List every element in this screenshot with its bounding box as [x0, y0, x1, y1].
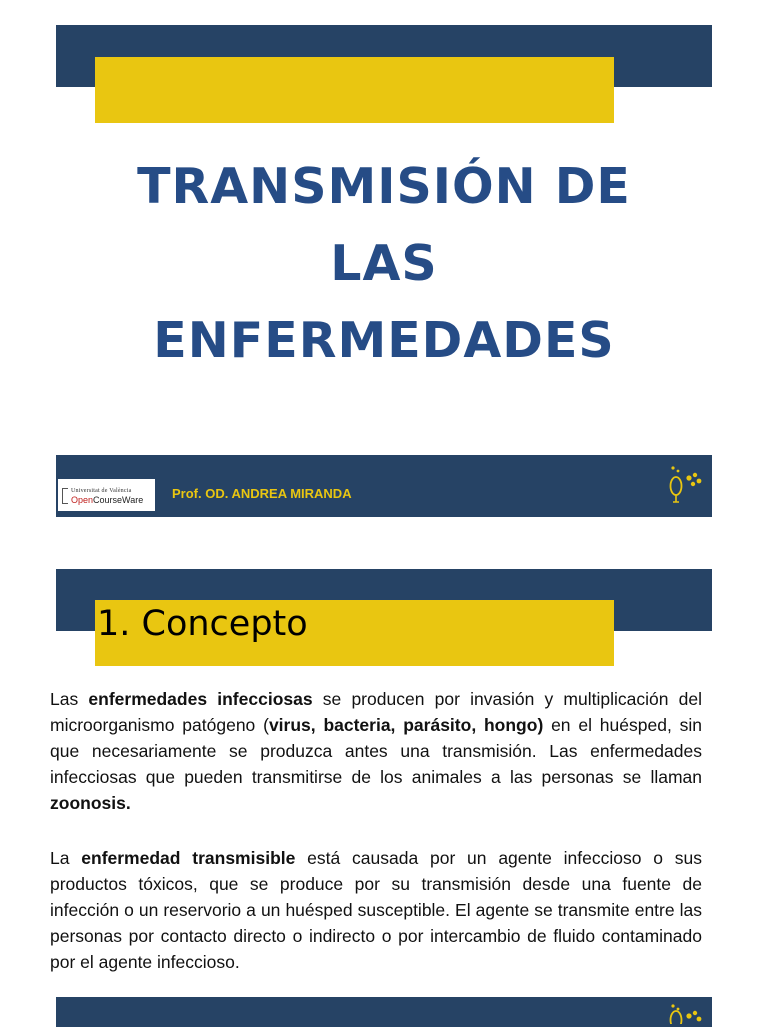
header-accent: [95, 57, 614, 123]
bold-term: enfermedades infecciosas: [88, 689, 313, 709]
title-line: TRANSMISIÓN DE: [137, 158, 631, 215]
text-run: Las: [50, 689, 89, 709]
bold-term: virus, bacteria, parásito, hongo): [268, 715, 544, 735]
logo-open: Open: [71, 495, 94, 505]
microbe-doodle-icon: [662, 1002, 706, 1024]
section-heading: 1. Concepto: [97, 604, 308, 644]
title-line: ENFERMEDADES: [153, 312, 615, 369]
text-run: se producen por invasión y multiplicación del microorganismo patógeno (: [50, 689, 703, 735]
paragraph-infectious: [50, 686, 702, 816]
text-run: en el huésped, sin que necesariamente se produzca antes una transmisión. Las enfermedades infecciosas que pueden transmitirse de los animales a las personas se llaman: [50, 715, 702, 787]
microbe-doodle-icon: [662, 462, 706, 508]
next-slide-bar: [56, 997, 712, 1027]
logo-university-name: Universitat de València: [71, 488, 132, 494]
bold-term: enfermedad transmisible: [81, 848, 296, 868]
paragraph-transmissible: [50, 845, 702, 975]
bold-term: zoonosis.: [50, 793, 131, 813]
logo-courseware: CourseWare: [93, 495, 144, 505]
text-run: La: [50, 848, 82, 868]
university-logo: [58, 479, 155, 511]
logo-mark-icon: [62, 488, 68, 504]
title-line: LAS: [330, 235, 438, 292]
author-name: Prof. OD. ANDREA MIRANDA: [172, 486, 352, 501]
text-run: está causada por un agente infeccioso o sus productos tóxicos, que se produce por su transmisión desde una fuente de infección o un reservorio a un huésped susceptible. El agente se transmite entre las personas por contacto directo o indirecto o por intercambio de fluido contaminado por el agente infeccioso.: [50, 848, 703, 972]
document-title: [56, 148, 712, 379]
logo-ocw: [71, 495, 143, 505]
